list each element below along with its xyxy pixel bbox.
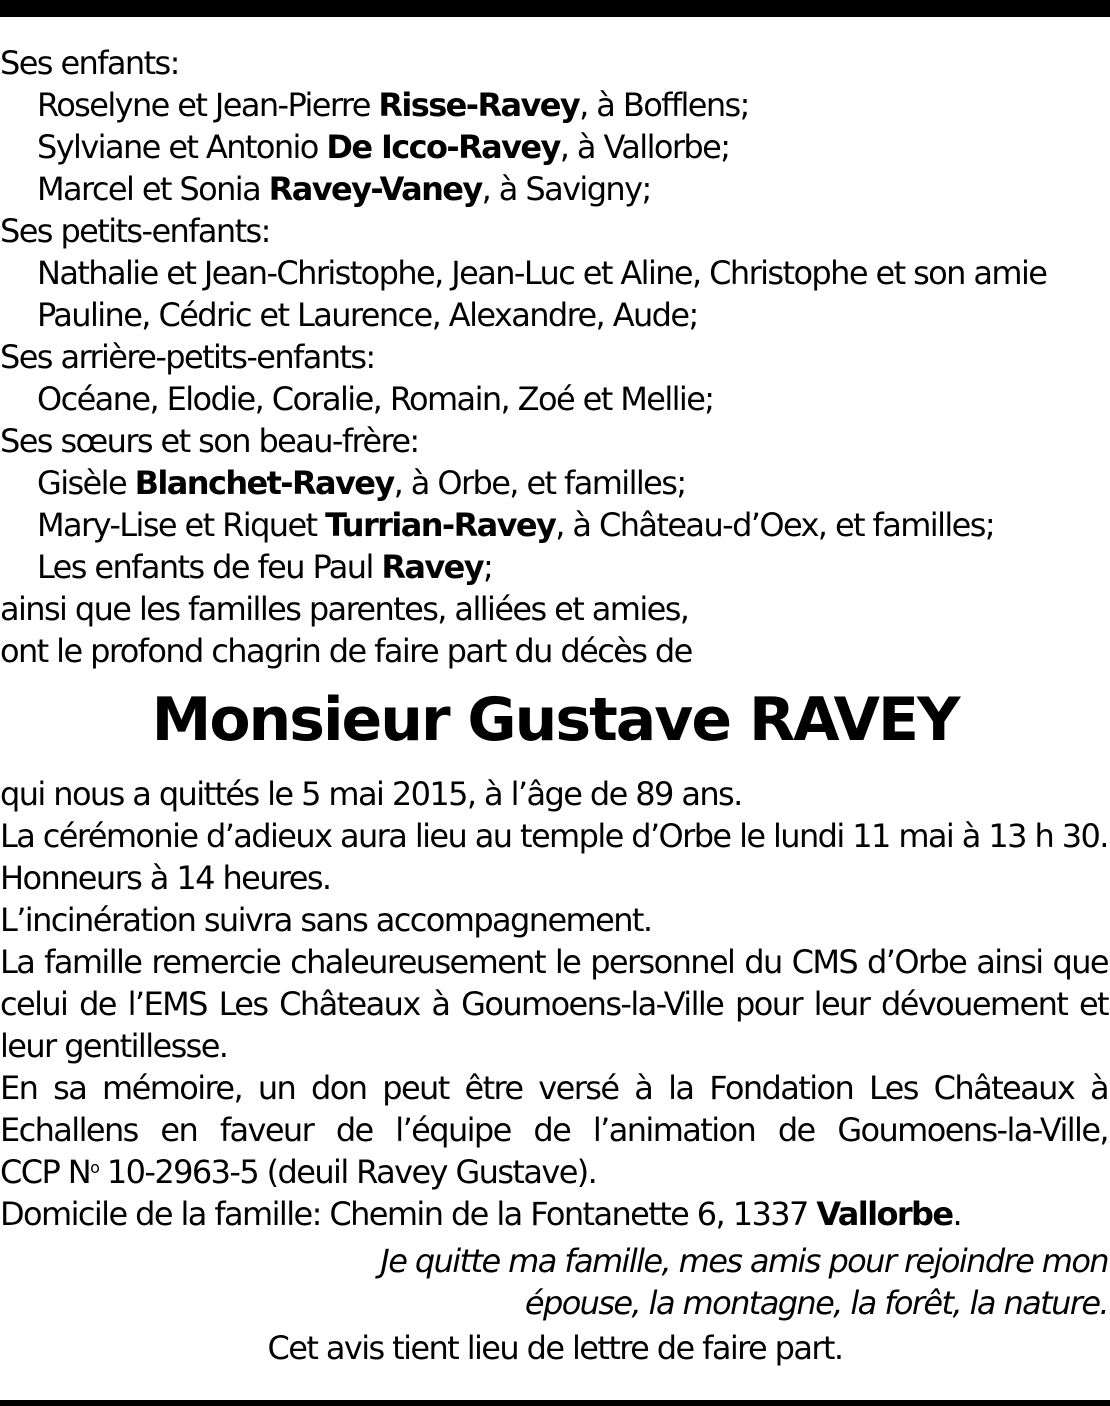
details-line-2: La cérémonie d’adieux aura lieu au temple d’Orbe le lundi 11 mai à 13 h 30. — [0, 817, 1108, 855]
family-name: Blanchet-Ravey — [134, 464, 394, 502]
child-line-3: Marcel et Sonia Ravey-Vaney, à Savigny; — [37, 170, 651, 208]
siblings-heading: Ses sœurs et son beau-frère: — [0, 422, 419, 460]
details-line-5: La famille remercie chaleureusement le personnel du CMS d’Orbe ainsi que — [0, 943, 1108, 981]
footer-note: Cet avis tient lieu de lettre de faire part. — [267, 1329, 843, 1367]
details-line-9: Echallens en faveur de l’équipe de l’animation de Goumoens-la-Ville, — [0, 1111, 1108, 1149]
grandchildren-heading: Ses petits-enfants: — [0, 212, 270, 250]
family-name: De Icco-Ravey — [326, 128, 560, 166]
details-line-7: leur gentillesse. — [0, 1027, 228, 1065]
grandchildren-line-1: Nathalie et Jean-Christophe, Jean-Luc et Aline, Christophe et son amie — [37, 254, 1047, 292]
family-name: Ravey — [381, 548, 483, 586]
grandchildren-line-2: Pauline, Cédric et Laurence, Alexandre, Aude; — [37, 296, 698, 334]
deceased-name: Monsieur Gustave RAVEY — [151, 685, 959, 755]
family-name: Ravey-Vaney — [268, 170, 482, 208]
great-grandchildren-heading: Ses arrière-petits-enfants: — [0, 338, 375, 376]
sibling-line-2: Mary-Lise et Riquet Turrian-Ravey, à Château-d’Oex, et familles; — [37, 506, 995, 544]
details-line-6: celui de l’EMS Les Châteaux à Goumoens-la-Ville pour leur dévouement et — [0, 985, 1108, 1023]
details-line-3: Honneurs à 14 heures. — [0, 859, 331, 897]
bottom-rule — [0, 1400, 1110, 1406]
child-line-2: Sylviane et Antonio De Icco-Ravey, à Vallorbe; — [37, 128, 730, 166]
great-grandchildren-line-1: Océane, Elodie, Coralie, Romain, Zoé et Mellie; — [37, 380, 714, 418]
top-rule — [0, 0, 1110, 17]
details-line-11: Domicile de la famille: Chemin de la Fontanette 6, 1337 Vallorbe. — [0, 1195, 962, 1233]
child-line-1: Roselyne et Jean-Pierre Risse-Ravey, à Bofflens; — [37, 86, 749, 124]
children-heading: Ses enfants: — [0, 44, 179, 82]
quote-line-2: épouse, la montagne, la forêt, la nature. — [524, 1284, 1108, 1322]
town-name: Vallorbe — [816, 1195, 953, 1233]
sibling-line-1: Gisèle Blanchet-Ravey, à Orbe, et familles; — [37, 464, 686, 502]
family-name: Turrian-Ravey — [325, 506, 556, 544]
sibling-line-3: Les enfants de feu Paul Ravey; — [37, 548, 493, 586]
family-name: Risse-Ravey — [378, 86, 580, 124]
details-line-8: En sa mémoire, un don peut être versé à la Fondation Les Châteaux à — [0, 1069, 1108, 1107]
quote-line-1: Je quitte ma famille, mes amis pour rejoindre mon — [380, 1242, 1108, 1280]
closing-line-2: ont le profond chagrin de faire part du décès de — [0, 632, 692, 670]
details-line-4: L’incinération suivra sans accompagnement. — [0, 901, 652, 939]
details-line-10: CCP $N^o$ 10-2963-5 (deuil Ravey Gustave). — [0, 1153, 597, 1191]
details-line-1: qui nous a quittés le 5 mai 2015, à l’âge de 89 ans. — [0, 775, 742, 813]
closing-line-1: ainsi que les familles parentes, alliées et amies, — [0, 590, 689, 628]
